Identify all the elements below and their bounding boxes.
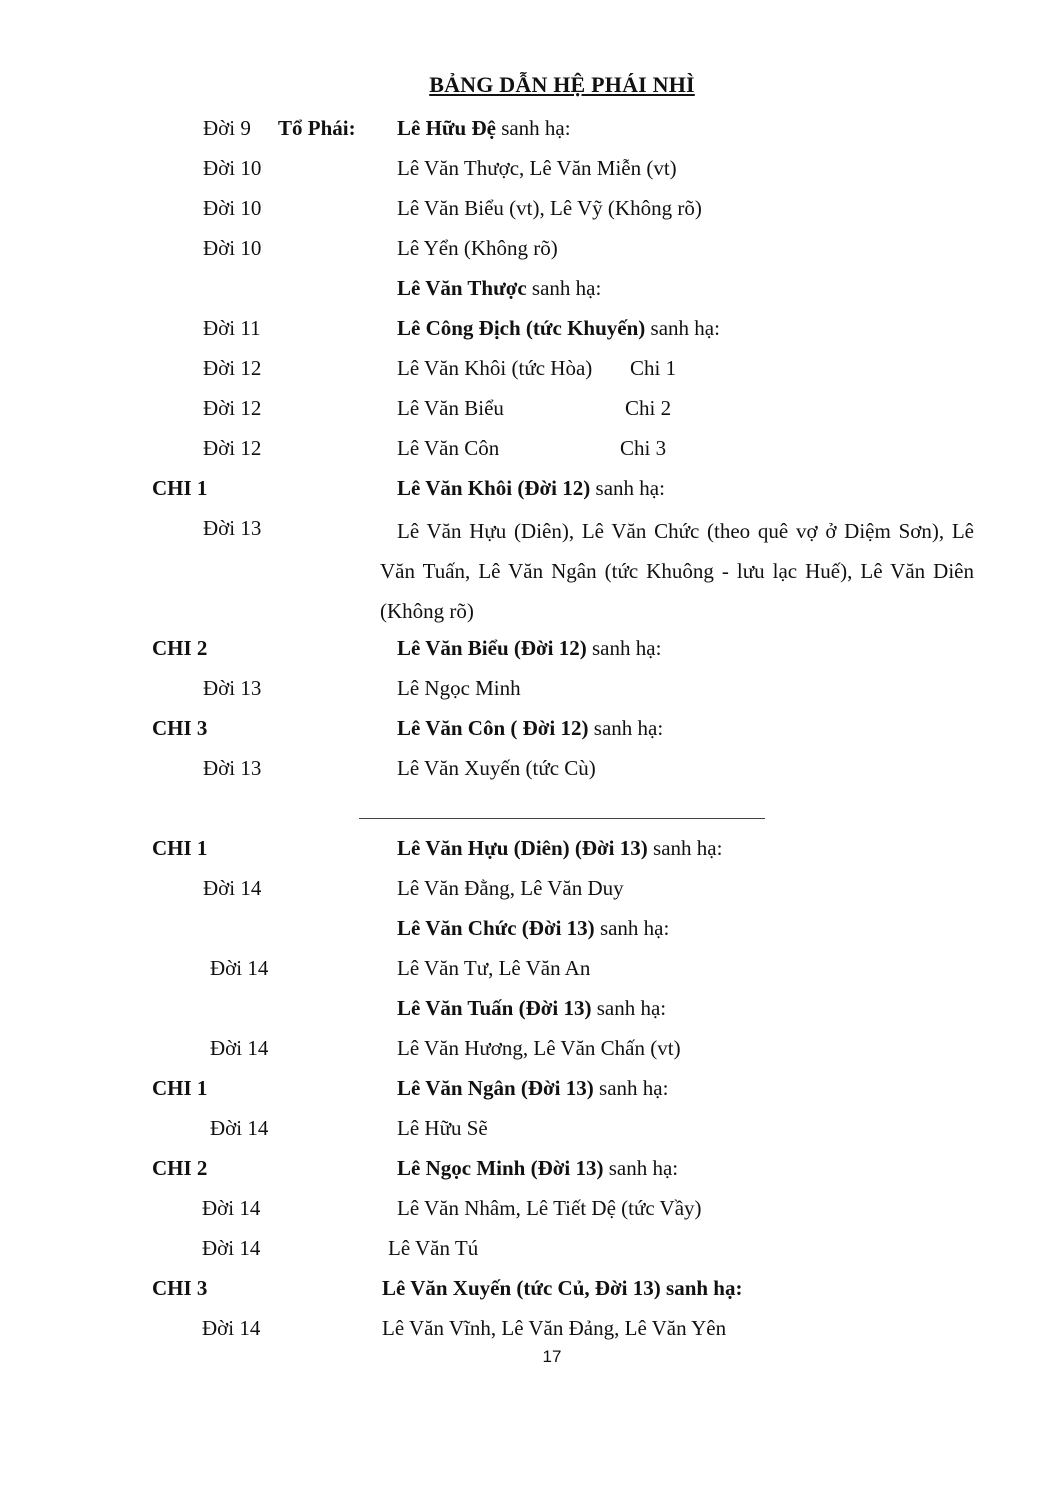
generation-label: Đời 10: [203, 196, 262, 220]
branch-heading: CHI 3: [152, 1276, 208, 1300]
branch-heading: CHI 1: [152, 476, 208, 500]
children-names: Lê Ngọc Minh: [397, 676, 521, 700]
generation-label: Đời 14: [210, 1116, 269, 1140]
sanh-ha-text: sanh hạ:: [647, 836, 723, 860]
parent-name: Lê Văn Ngân (Đời 13): [397, 1076, 594, 1100]
children-names: Lê Văn Vĩnh, Lê Văn Đảng, Lê Văn Yên: [382, 1316, 727, 1340]
children-names: Lê Văn Côn: [397, 436, 500, 460]
sanh-ha-text: sanh hạ:: [594, 916, 670, 940]
genealogy-row: [0, 713, 1061, 743]
genealogy-row: [0, 1113, 1061, 1143]
children-names: Lê Văn Tú: [388, 1236, 479, 1260]
generation-label: Đời 13: [203, 756, 262, 780]
branch-heading: CHI 2: [152, 1156, 208, 1180]
genealogy-row: [0, 873, 1061, 903]
genealogy-row: [0, 473, 1061, 503]
children-names: Lê Văn Biểu (vt), Lê Vỹ (Không rõ): [397, 196, 702, 220]
children-names: Lê Yển (Không rõ): [397, 236, 558, 260]
founder-label: Tổ Phái:: [278, 116, 356, 140]
children-paragraph: Lê Văn Hựu (Diên), Lê Văn Chức (theo quê vợ ở Diệm Sơn), Lê Văn Tuấn, Lê Văn Ngân (tức Khuông - lưu lạc Huế), Lê Văn Diên (Không rõ): [380, 519, 974, 623]
genealogy-row: [0, 193, 1061, 223]
section-divider: [359, 818, 765, 819]
genealogy-row: [0, 433, 1061, 463]
parent-name: Lê Văn Hựu (Diên) (Đời 13): [397, 836, 648, 860]
parent-name: Lê Công Địch (tức Khuyến): [397, 316, 646, 340]
branch-heading: CHI 3: [152, 716, 208, 740]
sanh-ha-text: sanh hạ:: [645, 316, 720, 340]
generation-label: Đời 14: [202, 1236, 261, 1260]
generation-label: Đời 14: [202, 1196, 261, 1220]
sanh-ha-text: sanh hạ:: [526, 276, 602, 300]
parent-name: Lê Văn Tuấn (Đời 13): [397, 996, 592, 1020]
generation-label: Đời 13: [203, 676, 262, 700]
genealogy-row: [0, 393, 1061, 423]
genealogy-row: [0, 633, 1061, 663]
genealogy-row: [0, 1313, 1061, 1343]
children-names: Lê Hữu Sẽ: [397, 1116, 488, 1140]
sanh-ha-text: sanh hạ:: [603, 1156, 679, 1180]
sanh-ha-text: sanh hạ:: [588, 716, 664, 740]
genealogy-row: [0, 1033, 1061, 1063]
parent-name: Lê Văn Khôi (Đời 12): [397, 476, 591, 500]
generation-label: Đời 11: [203, 316, 261, 340]
generation-label: Đời 14: [210, 956, 269, 980]
sanh-ha-text: sanh hạ:: [660, 1276, 743, 1300]
sanh-ha-text: sanh hạ:: [593, 1076, 669, 1100]
sanh-ha-text: sanh hạ:: [591, 996, 667, 1020]
generation-label: Đời 14: [203, 876, 262, 900]
children-names: Lê Văn Tư, Lê Văn An: [397, 956, 591, 980]
page-title: BẢNG DẪN HỆ PHÁI NHÌ: [429, 72, 695, 97]
page-number: 17: [542, 1347, 562, 1366]
parent-name: Lê Hữu Đệ: [397, 116, 496, 140]
generation-label: Đời 12: [203, 356, 262, 380]
children-names: Lê Văn Xuyến (tức Cù): [397, 756, 596, 780]
generation-label: Đời 12: [203, 396, 262, 420]
children-names: Lê Văn Đằng, Lê Văn Duy: [397, 876, 624, 900]
branch-label: Chi 3: [620, 436, 667, 460]
generation-label: Đời 10: [203, 236, 262, 260]
genealogy-row: [0, 233, 1061, 263]
genealogy-row: [0, 753, 1061, 783]
parent-name: Lê Văn Thược: [397, 276, 527, 300]
children-names: Lê Văn Hương, Lê Văn Chấn (vt): [397, 1036, 681, 1060]
genealogy-row: [0, 273, 1061, 303]
generation-label: Đời 14: [210, 1036, 269, 1060]
branch-label: Chi 1: [630, 356, 677, 380]
parent-name: Lê Văn Côn ( Đời 12): [397, 716, 589, 740]
genealogy-row: [0, 833, 1061, 863]
genealogy-row: [0, 953, 1061, 983]
parent-name: Lê Ngọc Minh (Đời 13): [397, 1156, 604, 1180]
genealogy-row: [0, 1153, 1061, 1183]
genealogy-row: [0, 113, 1061, 143]
sanh-ha-text: sanh hạ:: [586, 636, 662, 660]
generation-label: Đời 9: [203, 116, 251, 140]
children-names: Lê Văn Khôi (tức Hòa): [397, 356, 593, 380]
genealogy-row: [0, 673, 1061, 703]
branch-heading: CHI 2: [152, 636, 208, 660]
genealogy-row: [0, 993, 1061, 1023]
genealogy-row: [0, 1193, 1061, 1223]
children-names: Lê Văn Thược, Lê Văn Miễn (vt): [397, 156, 677, 180]
generation-label: Đời 13: [203, 516, 262, 540]
generation-label: Đời 14: [202, 1316, 261, 1340]
genealogy-row: [0, 1073, 1061, 1103]
generation-label: Đời 12: [203, 436, 262, 460]
parent-name: Lê Văn Xuyến (tức Củ, Đời 13): [382, 1276, 661, 1300]
parent-name: Lê Văn Chức (Đời 13): [397, 916, 595, 940]
sanh-ha-text: sanh hạ:: [495, 116, 571, 140]
genealogy-row: [0, 1233, 1061, 1263]
genealogy-row: [0, 913, 1061, 943]
genealogy-row: [0, 1273, 1061, 1303]
children-names: Lê Văn Biểu: [397, 396, 504, 420]
parent-name: Lê Văn Biểu (Đời 12): [397, 636, 587, 660]
genealogy-row: [0, 313, 1061, 343]
branch-label: Chi 2: [625, 396, 672, 420]
branch-heading: CHI 1: [152, 1076, 208, 1100]
sanh-ha-text: sanh hạ:: [590, 476, 665, 500]
generation-label: Đời 10: [203, 156, 262, 180]
branch-heading: CHI 1: [152, 836, 208, 860]
children-names: Lê Văn Nhâm, Lê Tiết Dệ (tức Vầy): [397, 1196, 702, 1220]
genealogy-row: [0, 153, 1061, 183]
genealogy-row: [0, 353, 1061, 383]
